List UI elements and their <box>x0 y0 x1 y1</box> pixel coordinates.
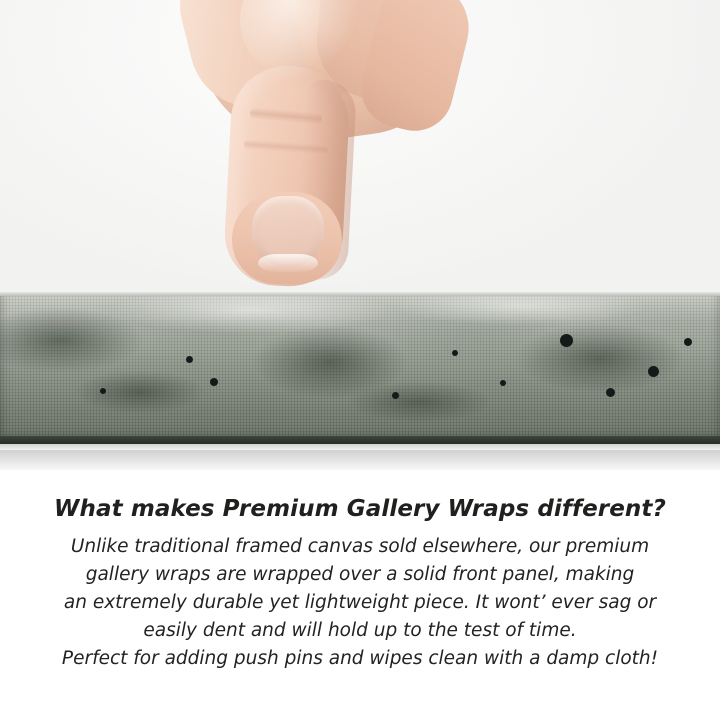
canvas-speck <box>500 380 506 386</box>
canvas-speck <box>648 366 659 377</box>
canvas-speck <box>392 392 399 399</box>
caption-line-4: easily dent and will hold up to the test of time. <box>143 619 577 641</box>
caption-line-1: Unlike traditional framed canvas sold elsewhere, our premium <box>70 535 650 557</box>
canvas-speck <box>210 378 218 386</box>
canvas-drop-shadow <box>0 450 720 470</box>
hand-illustration <box>0 0 720 310</box>
canvas-bottom-edge <box>0 436 720 444</box>
canvas-speck <box>452 350 458 356</box>
caption-headline: What makes Premium Gallery Wraps different? <box>54 496 666 522</box>
fingernail-highlight <box>258 254 318 272</box>
canvas-speck <box>606 388 615 397</box>
canvas-speck <box>186 356 193 363</box>
canvas-texture-highlight <box>0 292 720 444</box>
canvas-wrap-edge <box>0 292 720 444</box>
caption-line-3: an extremely durable yet lightweight piece. It wont’ ever sag or <box>63 591 657 613</box>
canvas-speck <box>684 338 692 346</box>
caption-block <box>0 496 720 673</box>
canvas-speck <box>560 334 573 347</box>
caption-line-5: Perfect for adding push pins and wipes clean with a damp cloth! <box>61 648 659 670</box>
canvas-top-edge <box>0 292 720 296</box>
canvas-speck <box>100 388 106 394</box>
caption-line-2: gallery wraps are wrapped over a solid front panel, making <box>85 563 635 585</box>
